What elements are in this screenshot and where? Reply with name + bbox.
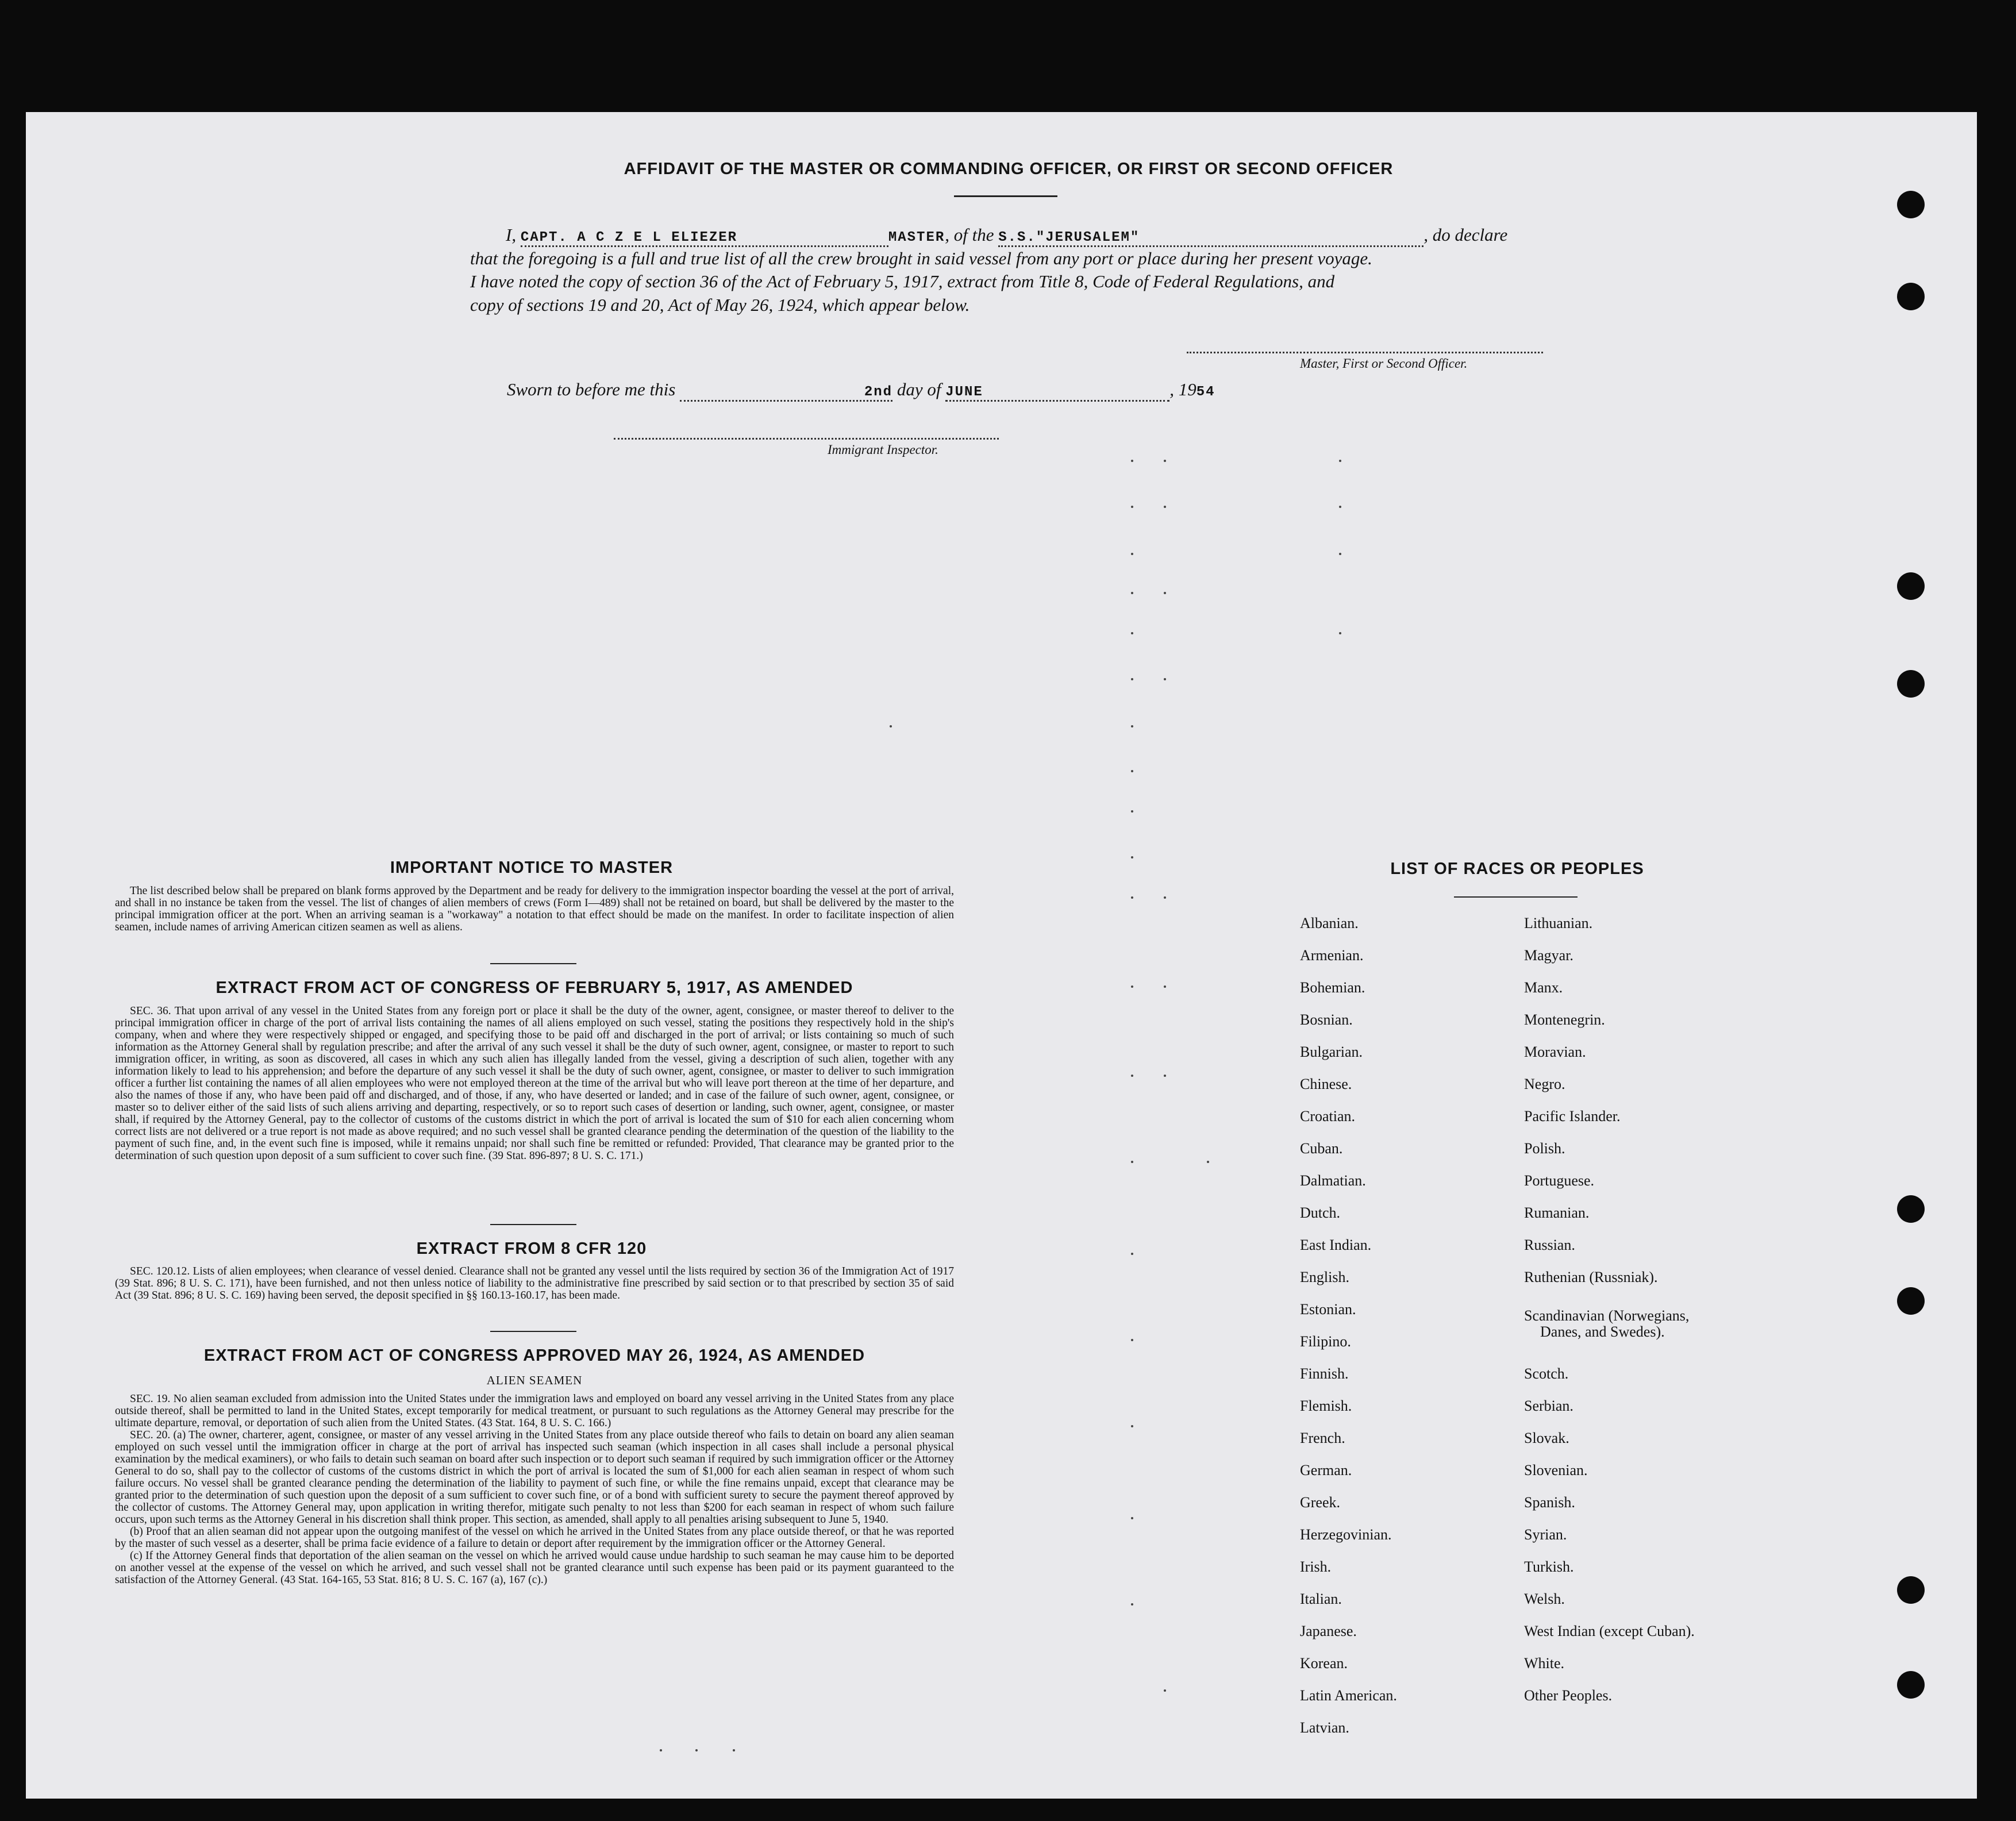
- scan-dot: [1131, 1253, 1133, 1255]
- section-rule: [490, 963, 576, 964]
- sworn-prefix: Sworn to before me this: [507, 379, 676, 399]
- race-item: Korean.: [1300, 1655, 1348, 1672]
- notice-title: IMPORTANT NOTICE TO MASTER: [390, 858, 674, 877]
- scan-dot: [1164, 592, 1166, 594]
- scan-dot: [1164, 896, 1166, 899]
- race-item: Montenegrin.: [1524, 1011, 1605, 1028]
- sworn-year: 54: [1196, 384, 1215, 400]
- declarant-prefix: I,: [506, 225, 517, 245]
- affidavit-line-4: copy of sections 19 and 20, Act of May 26, 1924, which appear below.: [470, 295, 970, 315]
- race-item: Spanish.: [1524, 1494, 1575, 1511]
- extract-1924-paragraph: (b) Proof that an alien seaman did not appear upon the outgoing manifest of the vessel on which he arrived in the United States from any place outside thereof, or that he was reported by the master of such vessel as a deserter, shall be prima facie evidence of a failure to detain or deport after requirement by the immigration officer or the Attorney General.: [115, 1526, 954, 1550]
- extract-cfr-paragraph: SEC. 120.12. Lists of alien employees; when clearance of vessel denied. Clearance shall not be granted any vessel until the lists required by section 36 of the Immigration Act of 1917 (39 Stat. 896; 8 U. S. C. 171), have been furnished, and not then unless notice of liability to the administrative fine prescribed by said section or to that prescribed by section 35 of said Act (39 Stat. 896; 8 U. S. C. 169) having been served, the deposit specified in §§ 160.13-160.17, has been made.: [115, 1265, 954, 1302]
- extract-1924-title: EXTRACT FROM ACT OF CONGRESS APPROVED MAY 26, 1924, AS AMENDED: [203, 1346, 865, 1365]
- scan-dot: [1131, 985, 1133, 988]
- extract-1924-paragraph: SEC. 19. No alien seaman excluded from admission into the United States under the immigration laws and employed on board any vessel arriving in the United States from any place outside thereof, shall be permitted to land in the United States, except temporarily for medical treatment, or pursuant to such regulations as the Attorney General may prescribe for the ultimate departure, removal, or deportation of such alien from the United States. (43 Stat. 164, 8 U. S. C. 166.): [115, 1393, 954, 1429]
- race-item: Albanian.: [1300, 915, 1359, 931]
- scan-dot: [1131, 810, 1133, 813]
- extract-1924-paragraph: SEC. 20. (a) The owner, charterer, agent, consignee, or master of any vessel arriving in the United States from any place outside thereof who fails to detain on board any alien seaman employed on such vessel until the immigration officer in charge at the port of arrival has inspected such seaman (which inspection in all cases shall include a personal physical examination by the medical examiners), or who fails to detain such seaman on board after such inspection or to deport such seaman if required by such immigration officer or the Attorney General to do so, shall pay to the collector of customs of the customs district in which the port of arrival is located the sum of $1,000 for each alien seaman in respect of whom such failure occurs. No vessel shall be granted clearance pending the determination of the liability to payment of such fine, or while the fine remains unpaid, except that clearance may be granted prior to the determination of such question upon the deposit of a sum sufficient to cover such fine, or of a bond with sufficient surety to secure the payment thereof approved by the collector of customs. The Attorney General may, upon application in writing therefor, mitigate such penalty to not less than $200 for each seaman in respect of whom such failure occurs, upon such terms as the Attorney General in his discretion shall think proper. This section, as amended, shall apply to all penalties arising subsequent to June 5, 1940.: [115, 1429, 954, 1526]
- affidavit-line-2: that the foregoing is a full and true list of all the crew brought in said vessel from any port or place during her present voyage.: [470, 248, 1372, 268]
- extract-cfr-body: [115, 1265, 954, 1302]
- scan-dot: [1164, 678, 1166, 680]
- race-item: Polish.: [1524, 1140, 1565, 1157]
- race-item: Slovak.: [1524, 1430, 1569, 1446]
- master-name: CAPT. A C Z E L ELIEZER: [520, 230, 738, 245]
- scan-dot: [1164, 506, 1166, 508]
- inspector-signature-line: [614, 438, 999, 440]
- race-item: West Indian (except Cuban).: [1524, 1623, 1695, 1639]
- inspector-label: Immigrant Inspector.: [828, 442, 938, 457]
- scan-dot: [1131, 1517, 1133, 1519]
- scan-dot: [1131, 1425, 1133, 1427]
- sworn-day: 2nd: [864, 384, 893, 400]
- scan-dot: [1164, 460, 1166, 462]
- race-item: Lithuanian.: [1524, 915, 1593, 931]
- scan-dot: [1131, 592, 1133, 594]
- scan-dot: [1131, 770, 1133, 772]
- affidavit-line-3: I have noted the copy of section 36 of the Act of February 5, 1917, extract from Title 8, Code of Federal Regulations, and: [470, 271, 1335, 291]
- scan-dot: [1164, 1075, 1166, 1077]
- sworn-mid: day of: [897, 379, 941, 399]
- binder-hole: [1897, 1287, 1925, 1315]
- race-item: Italian.: [1300, 1591, 1342, 1607]
- race-item: Russian.: [1524, 1237, 1575, 1253]
- extract-1924-body: [115, 1393, 954, 1586]
- line1-mid: , of the: [945, 225, 994, 245]
- extract-1917-paragraph: SEC. 36. That upon arrival of any vessel in the United States from any foreign port or place it shall be the duty of the owner, agent, consignee, or master thereof to deliver to the principal immigration officer in charge of the port of arrival lists containing the names of all aliens employed on such vessel, stating the positions they respectively hold in the ship's company, when and where they were respectively shipped or engaged, and specifying those to be paid off and discharged in the port of arrival; or lists containing so much of such information as the Attorney General shall by regulation prescribe; and after the arrival of any such vessel it shall be the duty of such owner, agent, consignee, or master to report to such immigration officer, in writing, as soon as discovered, all cases in which any such alien has illegally landed from the vessel, giving a description of such alien, together with any information likely to lead to his apprehension; and before the departure of any such vessel it shall be the duty of such owner, agent, consignee, or master to deliver to such immigration officer a further list containing the names of all alien employees who were not employed thereon at the time of the arrival but who will leave port thereon at the time of her departure, and also the names of those if any, who have been paid off and discharged, and of those, if any, who have deserted or landed; and in case of the failure of such owner, agent, consignee, or master so to deliver either of the said lists of such aliens arriving and departing, respectively, or so to report such cases of desertion or landing, such owner, agent, consignee, or master shall, if required by the Attorney General, pay to the collector of customs of the customs district in which the port of arrival is located the sum of $10 for each alien concerning whom correct lists are not delivered or a true report is not made as above required; and no such vessel shall be granted clearance pending the determination of the question of the liability to the payment of such fine, and, in the event such fine is imposed, while it remains unpaid; nor shall such fine be remitted or refunded: Provided, That clearance may be granted prior to the determination of such question upon deposit of a sum sufficient to cover such fine. (39 Stat. 896-897; 8 U. S. C. 171.): [115, 1005, 954, 1162]
- race-item: Dutch.: [1300, 1204, 1341, 1221]
- race-item: Herzegovinian.: [1300, 1526, 1392, 1543]
- race-item: Japanese.: [1300, 1623, 1357, 1639]
- race-item: Scotch.: [1524, 1365, 1569, 1382]
- scan-dot: [695, 1749, 698, 1751]
- extract-1924-paragraph: (c) If the Attorney General finds that deportation of the alien seaman on the vessel on which he arrived would cause undue hardship to such seaman he may cause him to be deported on another vessel at the expense of the vessel on which he arrived, and such vessel shall not be granted clearance until such expense has been paid or its payment guaranteed to the satisfaction of the Attorney General. (43 Stat. 164-165, 53 Stat. 816; 8 U. S. C. 167 (a), 167 (c).): [115, 1550, 954, 1586]
- race-item: Bulgarian.: [1300, 1044, 1363, 1060]
- race-item: Danes, and Swedes).: [1540, 1323, 1665, 1340]
- line1-suffix: , do declare: [1423, 225, 1508, 245]
- scan-dot: [733, 1749, 735, 1751]
- sworn-line: [507, 379, 1215, 402]
- race-item: Manx.: [1524, 979, 1563, 996]
- race-item: Turkish.: [1524, 1558, 1574, 1575]
- signature-line: [1187, 352, 1543, 353]
- scan-dot: [1131, 1075, 1133, 1077]
- race-item: White.: [1524, 1655, 1565, 1672]
- binder-hole: [1897, 283, 1925, 310]
- race-item: Filipino.: [1300, 1333, 1351, 1350]
- binder-hole: [1897, 1671, 1925, 1699]
- race-item: Dalmatian.: [1300, 1172, 1366, 1189]
- scan-dot: [1131, 632, 1133, 634]
- scan-dot: [1131, 856, 1133, 858]
- scan-dot: [1207, 1161, 1209, 1163]
- race-item: Magyar.: [1524, 947, 1573, 964]
- sworn-month-field: [945, 379, 1169, 402]
- scan-dot: [1131, 1339, 1133, 1341]
- sworn-day-field: [680, 379, 892, 402]
- vessel-name: S.S."JERUSALEM": [998, 230, 1140, 245]
- scan-dot: [1339, 460, 1341, 462]
- scan-dot: [1131, 1603, 1133, 1606]
- scan-dot: [1131, 553, 1133, 555]
- extract-1924-subtitle: ALIEN SEAMEN: [486, 1373, 583, 1387]
- sworn-month: JUNE: [945, 384, 983, 400]
- race-item: English.: [1300, 1269, 1349, 1285]
- notice-paragraph: The list described below shall be prepared on blank forms approved by the Department and be ready for delivery to the immigration inspector boarding the vessel at the port of arrival, and shall in no instance be taken from the vessel. The list of changes of alien members of crews (Form I—489) shall not be retained on board, but shall be delivered by the master to the principal immigration officer at the port. When an arriving seaman is a "workaway" a notation to that effect should be made on the manifest. In order to facilitate inspection of alien seamen, include names of arriving American citizen seamen as well as aliens.: [115, 885, 954, 933]
- race-item: Croatian.: [1300, 1108, 1356, 1125]
- affidavit-title: AFFIDAVIT OF THE MASTER OR COMMANDING OFFICER, OR FIRST OR SECOND OFFICER: [624, 160, 1394, 178]
- race-item: Irish.: [1300, 1558, 1332, 1575]
- extract-cfr-title: EXTRACT FROM 8 CFR 120: [416, 1239, 647, 1258]
- extract-1917-title: EXTRACT FROM ACT OF CONGRESS OF FEBRUARY 5, 1917, AS AMENDED: [216, 979, 853, 997]
- race-item: Slovenian.: [1524, 1462, 1588, 1479]
- race-item: Rumanian.: [1524, 1204, 1590, 1221]
- master-name-field: [521, 225, 888, 247]
- race-item: Moravian.: [1524, 1044, 1586, 1060]
- scan-dot: [1339, 632, 1341, 634]
- scan-dot: [1339, 506, 1341, 508]
- race-item: Latvian.: [1300, 1719, 1349, 1736]
- race-item: Bohemian.: [1300, 979, 1365, 996]
- race-item: Scandinavian (Norwegians,: [1524, 1307, 1690, 1324]
- race-item: Latin American.: [1300, 1687, 1397, 1704]
- scan-dot: [660, 1749, 662, 1751]
- section-rule: [490, 1224, 576, 1225]
- race-item: Serbian.: [1524, 1397, 1573, 1414]
- vessel-name-field: [998, 225, 1423, 247]
- race-item: Cuban.: [1300, 1140, 1343, 1157]
- race-item: Negro.: [1524, 1076, 1565, 1092]
- scan-dot: [1131, 896, 1133, 899]
- race-item: Bosnian.: [1300, 1011, 1353, 1028]
- scan-dot: [1131, 460, 1133, 462]
- sworn-year-prefix: , 19: [1169, 379, 1196, 399]
- race-item: Ruthenian (Russniak).: [1524, 1269, 1658, 1285]
- race-item: French.: [1300, 1430, 1345, 1446]
- affidavit-line-1: [506, 225, 1507, 247]
- title-rule: [954, 195, 1057, 197]
- scan-dot: [1339, 553, 1341, 555]
- binder-hole: [1897, 670, 1925, 698]
- race-item: German.: [1300, 1462, 1352, 1479]
- race-item: Armenian.: [1300, 947, 1364, 964]
- race-item: Syrian.: [1524, 1526, 1567, 1543]
- race-item: Greek.: [1300, 1494, 1341, 1511]
- binder-hole: [1897, 572, 1925, 600]
- binder-hole: [1897, 1195, 1925, 1223]
- race-item: Other Peoples.: [1524, 1687, 1613, 1704]
- binder-hole: [1897, 191, 1925, 218]
- scan-dot: [1131, 1161, 1133, 1163]
- section-rule: [490, 1331, 576, 1332]
- scan-dot: [1131, 725, 1133, 727]
- scan-dot: [1131, 506, 1133, 508]
- race-item: Flemish.: [1300, 1397, 1352, 1414]
- race-item: East Indian.: [1300, 1237, 1372, 1253]
- notice-body: [115, 885, 954, 933]
- scan-dot: [1164, 985, 1166, 988]
- scan-dot: [1164, 1689, 1166, 1692]
- race-item: Portuguese.: [1524, 1172, 1595, 1189]
- scan-dot: [1131, 678, 1133, 680]
- race-item: Finnish.: [1300, 1365, 1349, 1382]
- extract-1917-body: [115, 1005, 954, 1162]
- master-rank: MASTER: [888, 230, 945, 245]
- binder-hole: [1897, 1576, 1925, 1604]
- races-title-rule: [1454, 896, 1578, 898]
- race-item: Estonian.: [1300, 1301, 1356, 1318]
- scan-dot: [890, 725, 892, 727]
- races-title: LIST OF RACES OR PEOPLES: [1390, 860, 1644, 878]
- race-item: Chinese.: [1300, 1076, 1352, 1092]
- race-item: Welsh.: [1524, 1591, 1565, 1607]
- signature-label: Master, First or Second Officer.: [1300, 356, 1468, 371]
- race-item: Pacific Islander.: [1524, 1108, 1621, 1125]
